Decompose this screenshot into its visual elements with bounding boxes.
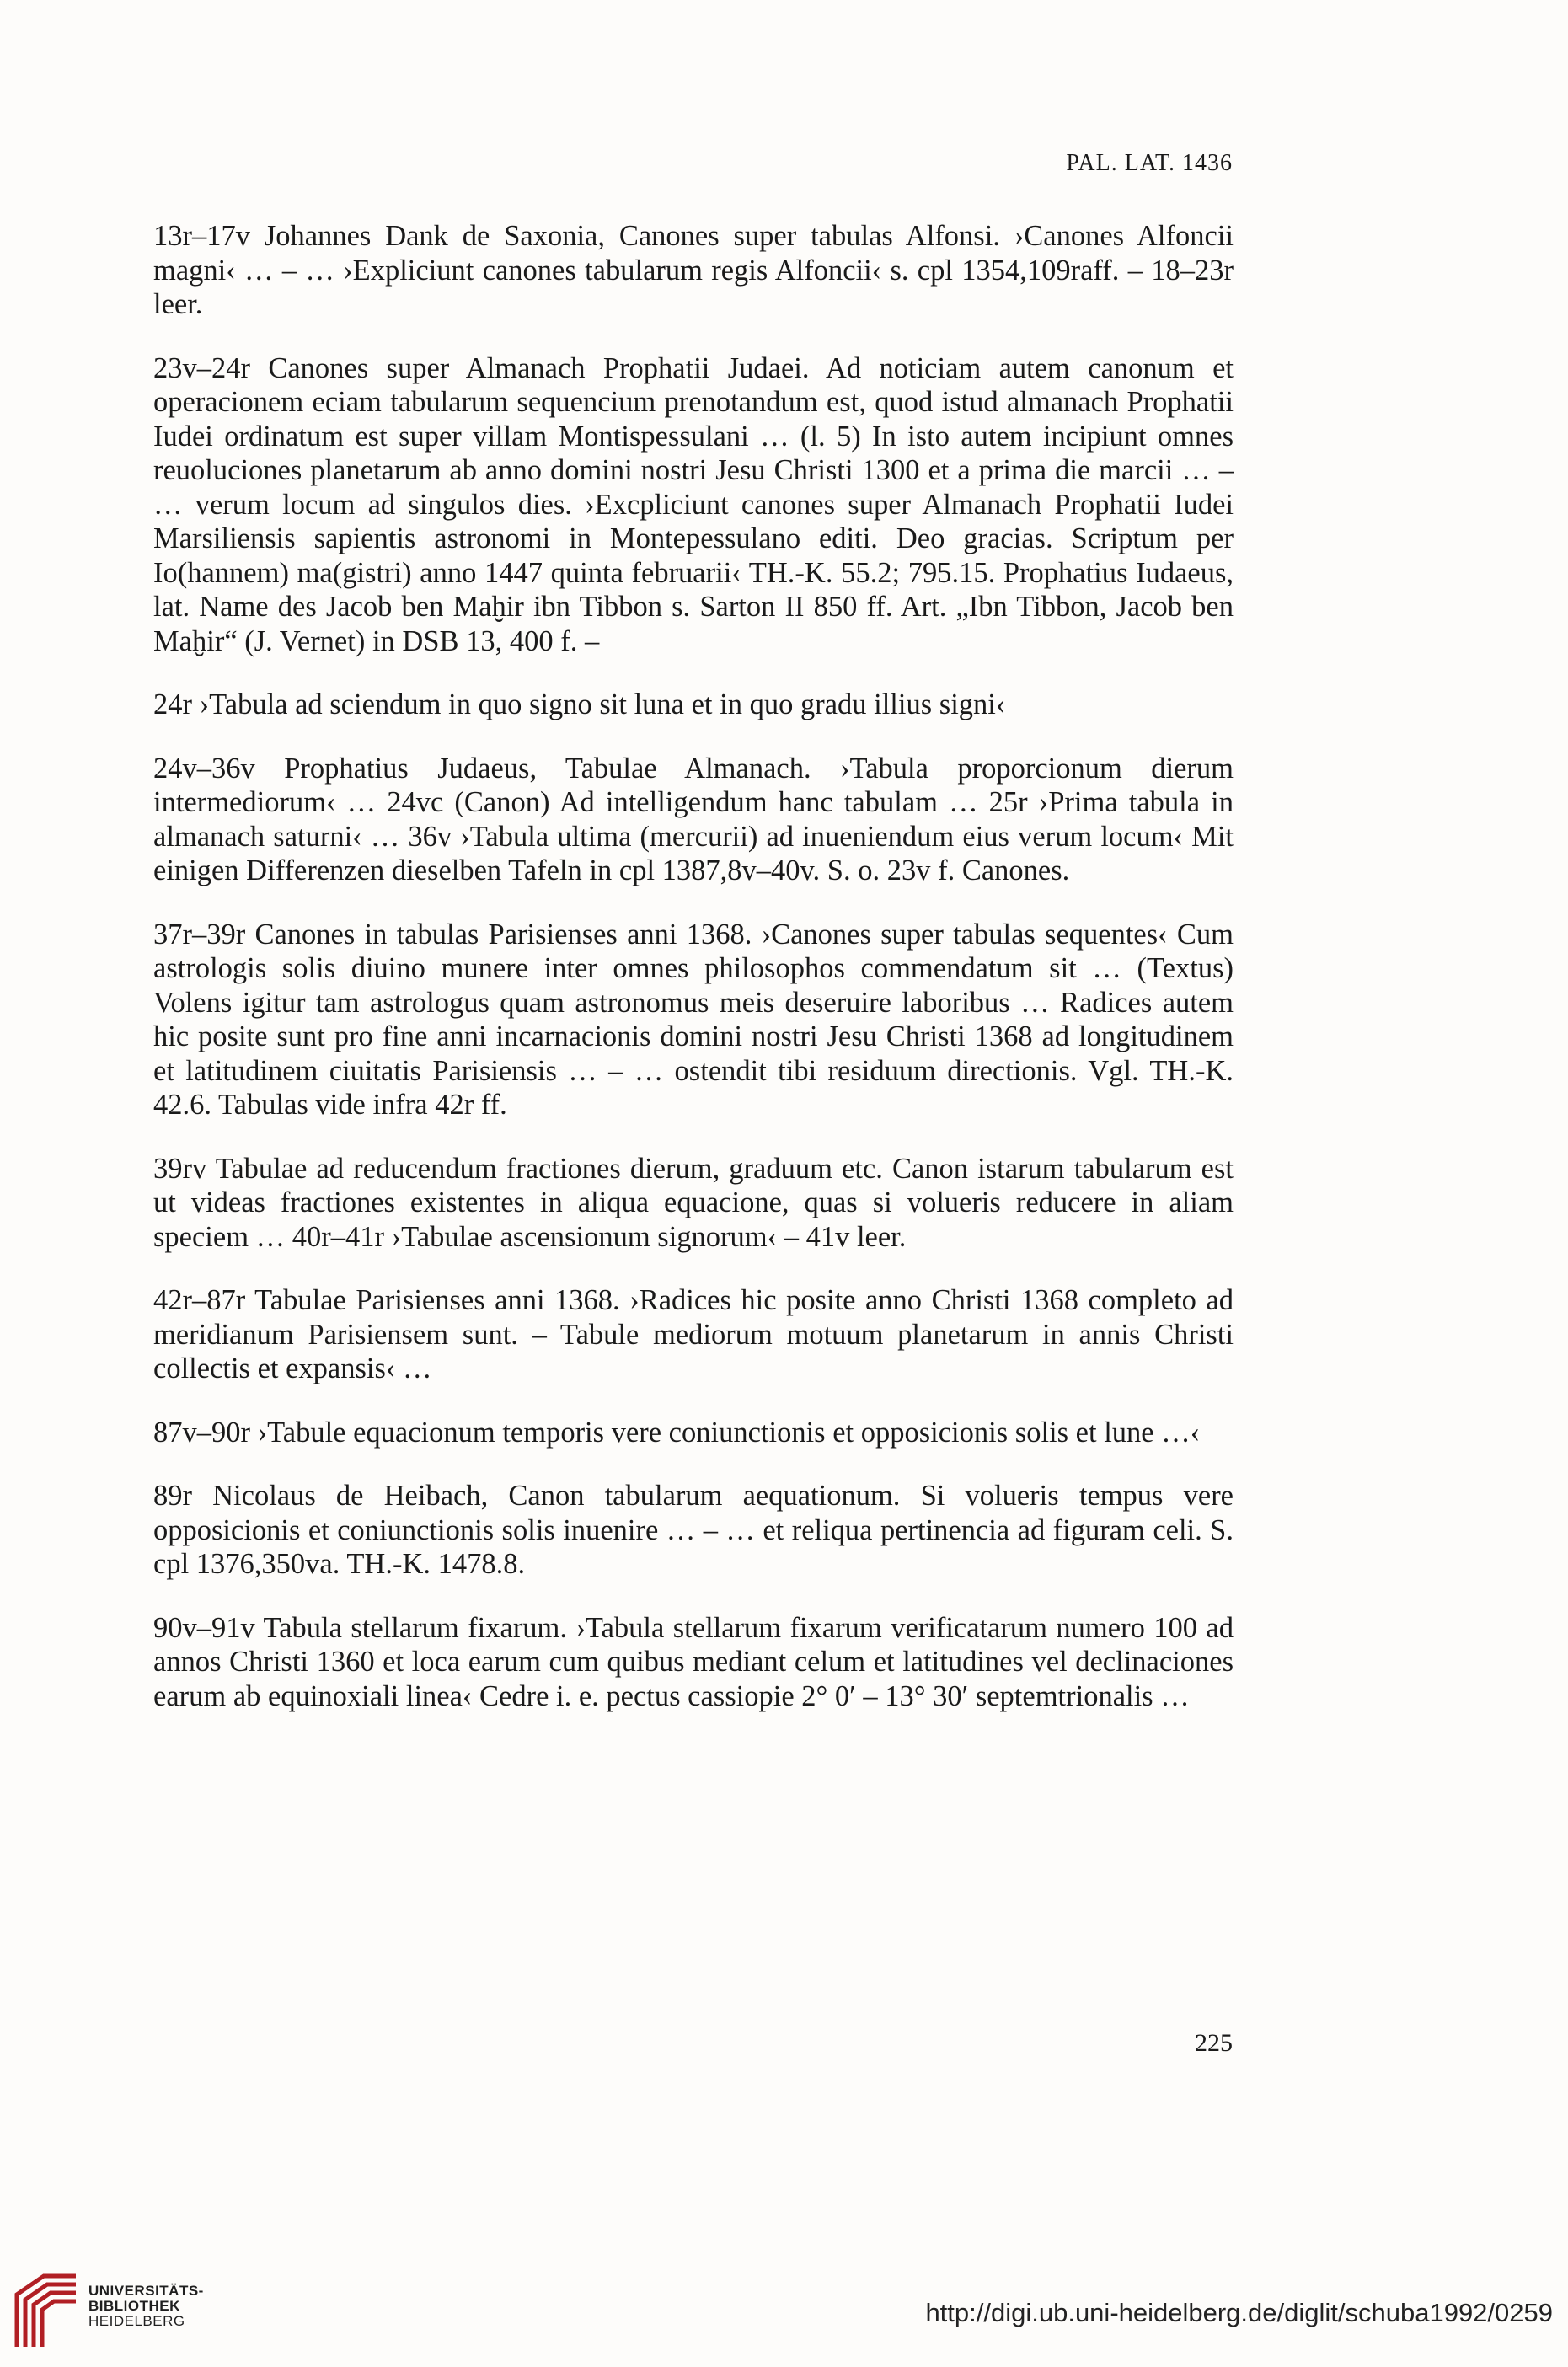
page-number: 225 [1195, 2029, 1233, 2057]
entry-paragraph: 42r–87r Tabulae Parisienses anni 1368. ›Radices hic posite anno Christi 1368 completo ad meridianum Parisiensem sunt. – Tabule mediorum motuum planetarum in annis Christi collectis et expansis‹ … [153, 1284, 1234, 1384]
entry-paragraph: 90v–91v Tabula stellarum fixarum. ›Tabula stellarum fixarum verificatarum numero 100 ad annos Christi 1360 et loca earum cum quibus mediant celum et latitudines vel declinaciones earum ab equinoxiali linea‹ Cedre i. e. pectus cassiopie 2° 0′ – 13° 30′ septemtrionalis … [153, 1611, 1234, 1712]
running-header: PAL. LAT. 1436 [1066, 150, 1233, 176]
entry-paragraph: 39rv Tabulae ad reducendum fractiones dierum, graduum etc. Canon istarum tabularum est ut videas fractiones existentes in aliqua equacione, quas si volueris reducere in aliam speciem … 40r–41r ›Tabulae ascensionum signorum‹ – 41v leer. [153, 1152, 1234, 1253]
library-name-line: HEIDELBERG [88, 2313, 185, 2329]
source-url[interactable]: http://digi.ub.uni-heidelberg.de/diglit/schuba1992/0259 [925, 2298, 1553, 2327]
catalog-text [153, 219, 1234, 1743]
entry-paragraph: 23v–24r Canones super Almanach Prophatii Judaei. Ad noticiam autem canonum et operacionem eciam tabularum sequencium prenotandum est, quod istud almanach Prophatii Iudei ordinatum est super villam Montispessulani … (l. 5) In isto autem incipiunt omnes reuoluciones planetarum ab anno domini nostri Jesu Christi 1300 et a prima die marcii … – … verum locum ad singulos dies. ›Excpliciunt canones super Almanach Prophatii Iudei Marsiliensis sapientis astronomi in Montepessulano editi. Deo gracias. Scriptum per Io(hannem) ma(gistri) anno 1447 quinta februarii‹ TH.-K. 55.2; 795.15. Prophatius Iudaeus, lat. Name des Jacob ben Maḫir ibn Tibbon s. Sarton II 850 ff. Art. „Ibn Tibbon, Jacob ben Maḫir“ (J. Vernet) in DSB 13, 400 f. – [153, 351, 1234, 657]
entry-paragraph: 37r–39r Canones in tabulas Parisienses anni 1368. ›Canones super tabulas sequentes‹ Cum astrologis solis diuino munere inter omnes philosophos commendatum sit … (Textus) Volens igitur tam astrologus quam astronomus meis deseruire laboribus … Radices autem hic posite sunt pro fine anni incarnacionis domini nostri Jesu Christi 1368 ad longitudinem et latitudinem ciuitatis Parisiensis … – … ostendit tibi residuum directionis. Vgl. TH.-K. 42.6. Tabulas vide infra 42r ff. [153, 918, 1234, 1121]
library-logo-icon [10, 2269, 83, 2354]
library-name-line: BIBLIOTHEK [88, 2298, 180, 2314]
entry-paragraph: 89r Nicolaus de Heibach, Canon tabularum aequationum. Si volueris tempus vere opposicionis et coniunctionis solis inuenire … – … et reliqua pertinencia ad figuram celi. S. cpl 1376,350va. TH.-K. 1478.8. [153, 1480, 1234, 1580]
library-name-line: UNIVERSITÄTS- [88, 2283, 204, 2299]
library-name [88, 2284, 204, 2329]
entry-paragraph: 87v–90r ›Tabule equacionum temporis vere coniunctionis et opposicionis solis et lune …‹ [153, 1416, 1201, 1449]
entry-paragraph: 24r ›Tabula ad sciendum in quo signo sit luna et in quo gradu illius signi‹ [153, 688, 1006, 720]
entry-paragraph: 13r–17v Johannes Dank de Saxonia, Canones super tabulas Alfonsi. ›Canones Alfoncii magni‹ … – … ›Expliciunt canones tabularum regis Alfoncii‹ s. cpl 1354,109raff. – 18–23r leer. [153, 220, 1234, 320]
entry-paragraph: 24v–36v Prophatius Judaeus, Tabulae Almanach. ›Tabula proporcionum dierum intermediorum‹ … 24vc (Canon) Ad intelligendum hanc tabulam … 25r ›Prima tabula in almanach saturni‹ … 36v ›Tabula ultima (mercurii) ad inueniendum eius verum locum‹ Mit einigen Differenzen dieselben Tafeln in cpl 1387,8v–40v. S. o. 23v f. Canones. [153, 752, 1234, 886]
footer-bar [0, 2237, 1568, 2367]
